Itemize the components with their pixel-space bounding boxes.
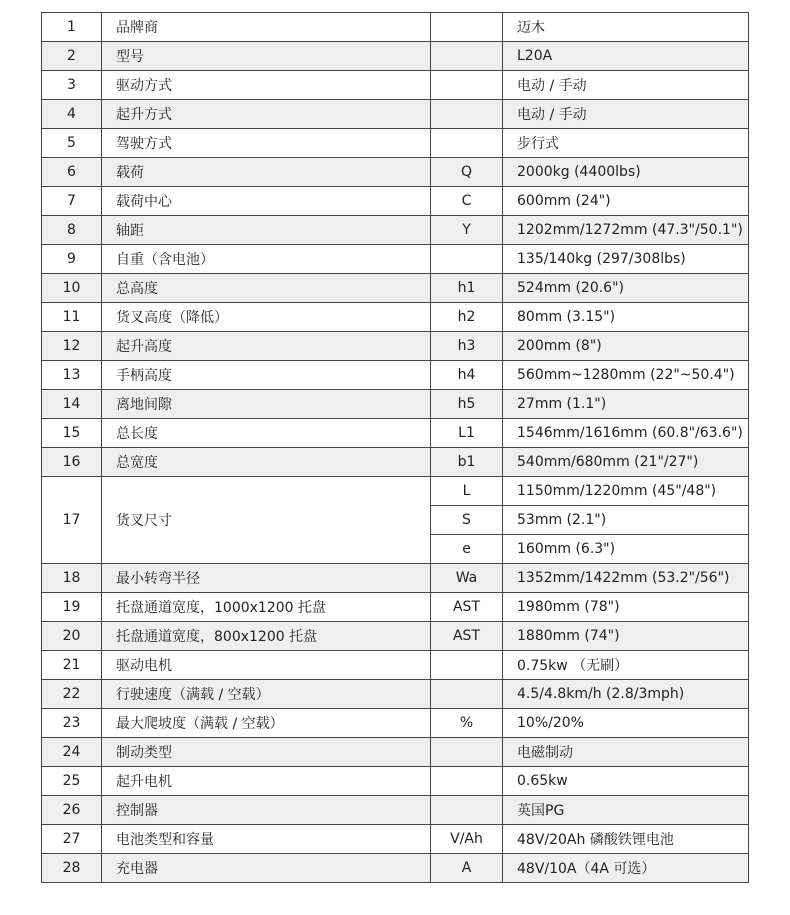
table-row: [42, 593, 749, 622]
spec-symbol: h2: [431, 303, 503, 332]
table-row: [42, 303, 749, 332]
spec-name: 起升方式: [102, 100, 431, 129]
spec-symbol: [431, 245, 503, 274]
spec-value: L20A: [503, 42, 749, 71]
row-number: 15: [42, 419, 102, 448]
spec-symbol: h1: [431, 274, 503, 303]
spec-value: 步行式: [503, 129, 749, 158]
spec-name: 轴距: [102, 216, 431, 245]
spec-name: 型号: [102, 42, 431, 71]
spec-symbol: h3: [431, 332, 503, 361]
row-number: 21: [42, 651, 102, 680]
spec-value: 48V/10A（4A 可选）: [503, 854, 749, 883]
table-row: [42, 42, 749, 71]
spec-name: 总长度: [102, 419, 431, 448]
row-number: 26: [42, 796, 102, 825]
spec-symbol: Wa: [431, 564, 503, 593]
spec-value: 0.75kw （无刷）: [503, 651, 749, 680]
spec-value: 电动 / 手动: [503, 100, 749, 129]
row-number: 20: [42, 622, 102, 651]
table-row: [42, 274, 749, 303]
spec-symbol: L: [431, 477, 503, 506]
table-row: [42, 390, 749, 419]
spec-name: 起升电机: [102, 767, 431, 796]
spec-symbol: S: [431, 506, 503, 535]
row-number: 25: [42, 767, 102, 796]
row-number: 19: [42, 593, 102, 622]
table-row: [42, 216, 749, 245]
spec-name: 离地间隙: [102, 390, 431, 419]
row-number: 14: [42, 390, 102, 419]
spec-name: 电池类型和容量: [102, 825, 431, 854]
spec-value: 48V/20Ah 磷酸铁锂电池: [503, 825, 749, 854]
table-row: [42, 622, 749, 651]
spec-symbol: Y: [431, 216, 503, 245]
spec-name: 手柄高度: [102, 361, 431, 390]
table-row: [42, 651, 749, 680]
spec-name: 托盘通道宽度，1000x1200 托盘: [102, 593, 431, 622]
spec-name: 托盘通道宽度，800x1200 托盘: [102, 622, 431, 651]
spec-symbol: [431, 796, 503, 825]
spec-symbol: e: [431, 535, 503, 564]
row-number: 7: [42, 187, 102, 216]
spec-name: 制动类型: [102, 738, 431, 767]
row-number: 10: [42, 274, 102, 303]
row-number: 28: [42, 854, 102, 883]
spec-name: 行驶速度（满载 / 空载）: [102, 680, 431, 709]
row-number: 22: [42, 680, 102, 709]
spec-symbol: [431, 680, 503, 709]
spec-name: 最小转弯半径: [102, 564, 431, 593]
spec-symbol: b1: [431, 448, 503, 477]
spec-symbol: [431, 13, 503, 42]
spec-name: 总高度: [102, 274, 431, 303]
spec-symbol: [431, 42, 503, 71]
row-number: 27: [42, 825, 102, 854]
table-row: [42, 854, 749, 883]
table-row: [42, 767, 749, 796]
spec-symbol: L1: [431, 419, 503, 448]
row-number: 5: [42, 129, 102, 158]
row-number: 9: [42, 245, 102, 274]
spec-name: 品牌商: [102, 13, 431, 42]
table-row: [42, 100, 749, 129]
spec-value: 524mm (20.6"): [503, 274, 749, 303]
table-row: [42, 187, 749, 216]
spec-value: 1202mm/1272mm (47.3"/50.1"): [503, 216, 749, 245]
spec-name: 起升高度: [102, 332, 431, 361]
spec-value: 0.65kw: [503, 767, 749, 796]
table-row: [42, 796, 749, 825]
spec-value: 英国PG: [503, 796, 749, 825]
table-row: [42, 158, 749, 187]
spec-symbol: V/Ah: [431, 825, 503, 854]
spec-name: 驱动方式: [102, 71, 431, 100]
table-row: [42, 564, 749, 593]
spec-value: 200mm (8"): [503, 332, 749, 361]
spec-name: 货叉尺寸: [102, 477, 431, 564]
spec-value: 160mm (6.3"): [503, 535, 749, 564]
spec-symbol: [431, 651, 503, 680]
spec-name: 货叉高度（降低）: [102, 303, 431, 332]
spec-value: 电动 / 手动: [503, 71, 749, 100]
table-row: [42, 13, 749, 42]
spec-table: [41, 12, 749, 883]
table-row: [42, 477, 749, 506]
spec-name: 总宽度: [102, 448, 431, 477]
spec-value: 27mm (1.1"): [503, 390, 749, 419]
spec-symbol: [431, 767, 503, 796]
spec-table-body: [42, 13, 749, 883]
table-row: [42, 709, 749, 738]
row-number: 1: [42, 13, 102, 42]
table-row: [42, 680, 749, 709]
spec-value: 53mm (2.1"): [503, 506, 749, 535]
table-row: [42, 332, 749, 361]
spec-symbol: AST: [431, 622, 503, 651]
row-number: 24: [42, 738, 102, 767]
spec-value: 迈木: [503, 13, 749, 42]
row-number: 18: [42, 564, 102, 593]
spec-value: 4.5/4.8km/h (2.8/3mph): [503, 680, 749, 709]
spec-name: 充电器: [102, 854, 431, 883]
spec-symbol: C: [431, 187, 503, 216]
spec-symbol: h4: [431, 361, 503, 390]
spec-symbol: A: [431, 854, 503, 883]
table-row: [42, 825, 749, 854]
spec-symbol: [431, 129, 503, 158]
spec-value: 80mm (3.15"): [503, 303, 749, 332]
table-row: [42, 245, 749, 274]
spec-name: 载荷中心: [102, 187, 431, 216]
spec-value: 电磁制动: [503, 738, 749, 767]
row-number: 2: [42, 42, 102, 71]
row-number: 16: [42, 448, 102, 477]
spec-value: 540mm/680mm (21"/27"): [503, 448, 749, 477]
row-number: 17: [42, 477, 102, 564]
spec-value: 1546mm/1616mm (60.8"/63.6"): [503, 419, 749, 448]
spec-symbol: [431, 738, 503, 767]
row-number: 11: [42, 303, 102, 332]
spec-name: 自重（含电池）: [102, 245, 431, 274]
row-number: 6: [42, 158, 102, 187]
table-row: [42, 419, 749, 448]
table-row: [42, 71, 749, 100]
spec-name: 最大爬坡度（满载 / 空载）: [102, 709, 431, 738]
spec-value: 1880mm (74"): [503, 622, 749, 651]
table-row: [42, 738, 749, 767]
spec-symbol: [431, 71, 503, 100]
spec-value: 560mm~1280mm (22"~50.4"): [503, 361, 749, 390]
spec-value: 1980mm (78"): [503, 593, 749, 622]
spec-value: 10%/20%: [503, 709, 749, 738]
row-number: 4: [42, 100, 102, 129]
row-number: 12: [42, 332, 102, 361]
spec-name: 驾驶方式: [102, 129, 431, 158]
spec-value: 1150mm/1220mm (45"/48"): [503, 477, 749, 506]
spec-name: 驱动电机: [102, 651, 431, 680]
row-number: 8: [42, 216, 102, 245]
spec-value: 1352mm/1422mm (53.2"/56"): [503, 564, 749, 593]
spec-value: 600mm (24"): [503, 187, 749, 216]
spec-symbol: AST: [431, 593, 503, 622]
row-number: 13: [42, 361, 102, 390]
table-row: [42, 361, 749, 390]
table-row: [42, 448, 749, 477]
spec-name: 控制器: [102, 796, 431, 825]
row-number: 23: [42, 709, 102, 738]
spec-symbol: %: [431, 709, 503, 738]
spec-name: 载荷: [102, 158, 431, 187]
spec-value: 2000kg (4400lbs): [503, 158, 749, 187]
row-number: 3: [42, 71, 102, 100]
table-row: [42, 129, 749, 158]
spec-value: 135/140kg (297/308lbs): [503, 245, 749, 274]
spec-symbol: [431, 100, 503, 129]
spec-symbol: h5: [431, 390, 503, 419]
spec-symbol: Q: [431, 158, 503, 187]
